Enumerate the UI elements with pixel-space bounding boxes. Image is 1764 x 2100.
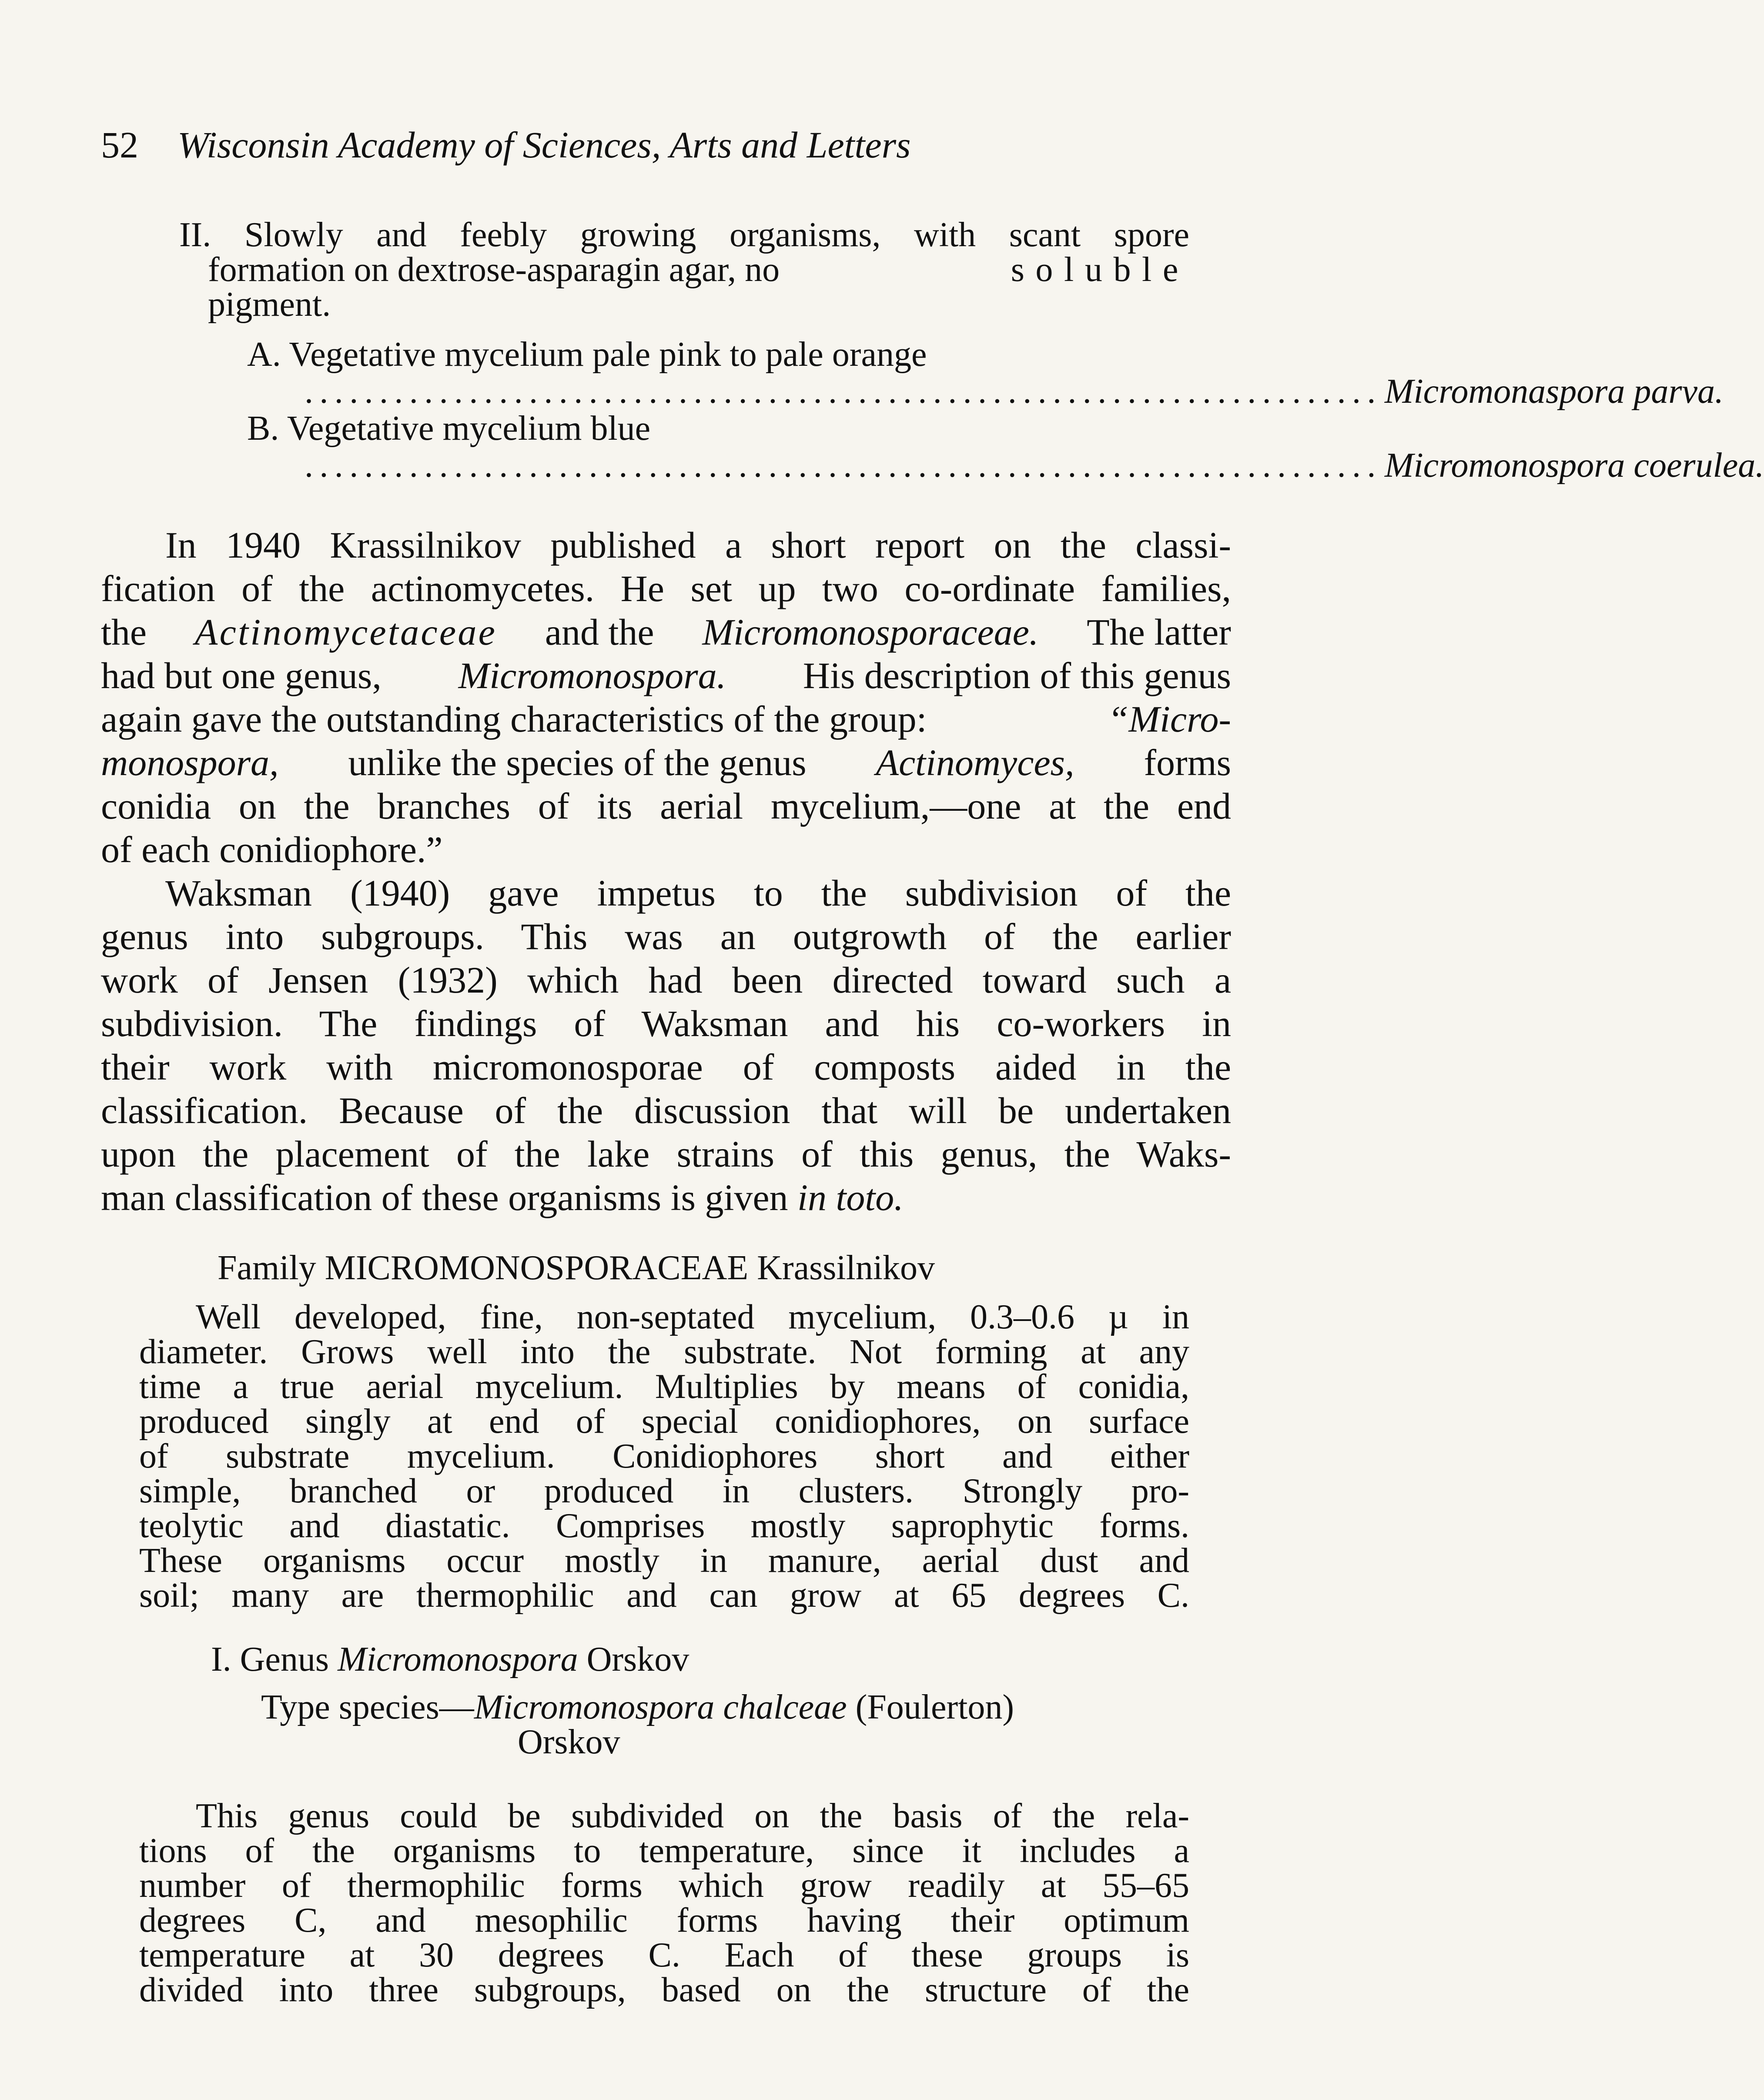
text: the xyxy=(101,611,147,653)
text-line: In 1940 Krassilnikov published a short report on the classi- xyxy=(165,524,1231,566)
text-line: of substrate mycelium. Conidiophores short and either xyxy=(139,1437,1189,1475)
text-line: Well developed, fine, non-septated mycelium, 0.3–0.6 µ in xyxy=(196,1298,1189,1336)
text: had but one genus, xyxy=(101,655,382,696)
text-line: This genus could be subdivided on the basis of the rela- xyxy=(196,1797,1189,1835)
text: I. Genus xyxy=(211,1640,329,1679)
species-name: Micromonospora coerulea. xyxy=(1384,446,1764,485)
text-line: classification. Because of the discussion that will be undertaken xyxy=(101,1090,1231,1131)
key-spaced-word: soluble xyxy=(1011,251,1189,289)
text: and the xyxy=(545,611,654,653)
text-line xyxy=(101,744,1231,781)
text-line: divided into three subgroups, based on the structure of the xyxy=(139,1971,1189,2009)
key-item-b-leader xyxy=(305,446,1764,485)
text-line: produced singly at end of special conidiophores, on surface xyxy=(139,1402,1189,1441)
text-line: tions of the organisms to temperature, since it includes a xyxy=(139,1832,1189,1870)
text-line: teolytic and diastatic. Comprises mostly saprophytic forms. xyxy=(139,1507,1189,1545)
dot-leader: ........................................................................ xyxy=(305,446,1382,485)
dot-leader: ........................................................................ xyxy=(305,372,1382,411)
text-line: Waksman (1940) gave impetus to the subdivision of the xyxy=(165,872,1231,914)
text: forms xyxy=(1144,742,1231,783)
genus-heading xyxy=(211,1642,689,1677)
family-name: Actinomycetaceae xyxy=(194,611,497,653)
text-line: subdivision. The findings of Waksman and his co-workers in xyxy=(101,1003,1231,1044)
text-line: These organisms occur mostly in manure, aerial dust and xyxy=(139,1542,1189,1580)
text-line: upon the placement of the lake strains of this genus, the Waks- xyxy=(101,1133,1231,1175)
family-name: Micromonosporaceae. xyxy=(702,611,1039,653)
key-text: formation on dextrose-asparagin agar, no xyxy=(208,251,780,289)
genus-name: Micromonospora xyxy=(338,1640,578,1679)
text: His description of this genus xyxy=(803,655,1231,696)
key-line: II. Slowly and feebly growing organisms, with scant spore xyxy=(179,216,1189,254)
latin-phrase: in toto. xyxy=(797,1177,904,1218)
text-line: degrees C, and mesophilic forms having their optimum xyxy=(139,1901,1189,1939)
text-line: soil; many are thermophilic and can grow at 65 degrees C. xyxy=(139,1576,1189,1615)
text-line xyxy=(101,700,1231,738)
quote-text: “Micro- xyxy=(1108,698,1231,740)
text: unlike the species of the genus xyxy=(348,742,807,783)
text: (Foulerton) xyxy=(855,1688,1014,1726)
text: Orskov xyxy=(586,1640,690,1679)
genus-name: Actinomyces, xyxy=(876,742,1074,783)
text-line: time a true aerial mycelium. Multiplies by means of conidia, xyxy=(139,1368,1189,1406)
key-item-b: B. Vegetative mycelium blue xyxy=(247,409,651,448)
text-line: fication of the actinomycetes. He set up two co-ordinate families, xyxy=(101,568,1231,609)
text-line: their work with micromonosporae of composts aided in the xyxy=(101,1046,1231,1088)
key-line xyxy=(208,252,1189,287)
family-heading: Family MICROMONOSPORACEAE Krassilnikov xyxy=(218,1249,935,1287)
text-line xyxy=(101,1179,904,1216)
species-name: Micromonospora chalceae xyxy=(474,1688,847,1726)
genus-name: Micromonospora. xyxy=(458,655,726,696)
text-line: genus into subgroups. This was an outgrowth of the earlier xyxy=(101,916,1231,957)
text: again gave the outstanding characteristics of the group: xyxy=(101,698,927,740)
text-line xyxy=(101,613,1231,651)
quote-text: monospora, xyxy=(101,742,279,783)
text: man classification of these organisms is given xyxy=(101,1177,788,1218)
journal-title: Wisconsin Academy of Sciences, Arts and Letters xyxy=(177,124,911,166)
key-item-a: A. Vegetative mycelium pale pink to pale orange xyxy=(247,335,927,374)
text: The latter xyxy=(1087,611,1231,653)
species-name: Micromonaspora parva. xyxy=(1384,372,1724,411)
running-header xyxy=(101,126,1123,164)
text: Type species— xyxy=(261,1688,474,1726)
type-species-author: Orskov xyxy=(518,1723,620,1761)
text-line: number of thermophilic forms which grow readily at 55–65 xyxy=(139,1866,1189,1905)
key-item-a-leader xyxy=(305,372,1724,411)
text-line: temperature at 30 degrees C. Each of these groups is xyxy=(139,1936,1189,1974)
text-line xyxy=(101,657,1231,694)
text-line: conidia on the branches of its aerial mycelium,—one at the end xyxy=(101,785,1231,827)
text-line: diameter. Grows well into the substrate. Not forming at any xyxy=(139,1333,1189,1371)
key-line: pigment. xyxy=(208,285,331,324)
type-species xyxy=(261,1690,1014,1725)
text-line: simple, branched or produced in clusters. Strongly pro- xyxy=(139,1472,1189,1510)
text-line: work of Jensen (1932) which had been directed toward such a xyxy=(101,959,1231,1001)
text-line: of each conidiophore.” xyxy=(101,829,443,870)
page-number: 52 xyxy=(101,124,138,166)
